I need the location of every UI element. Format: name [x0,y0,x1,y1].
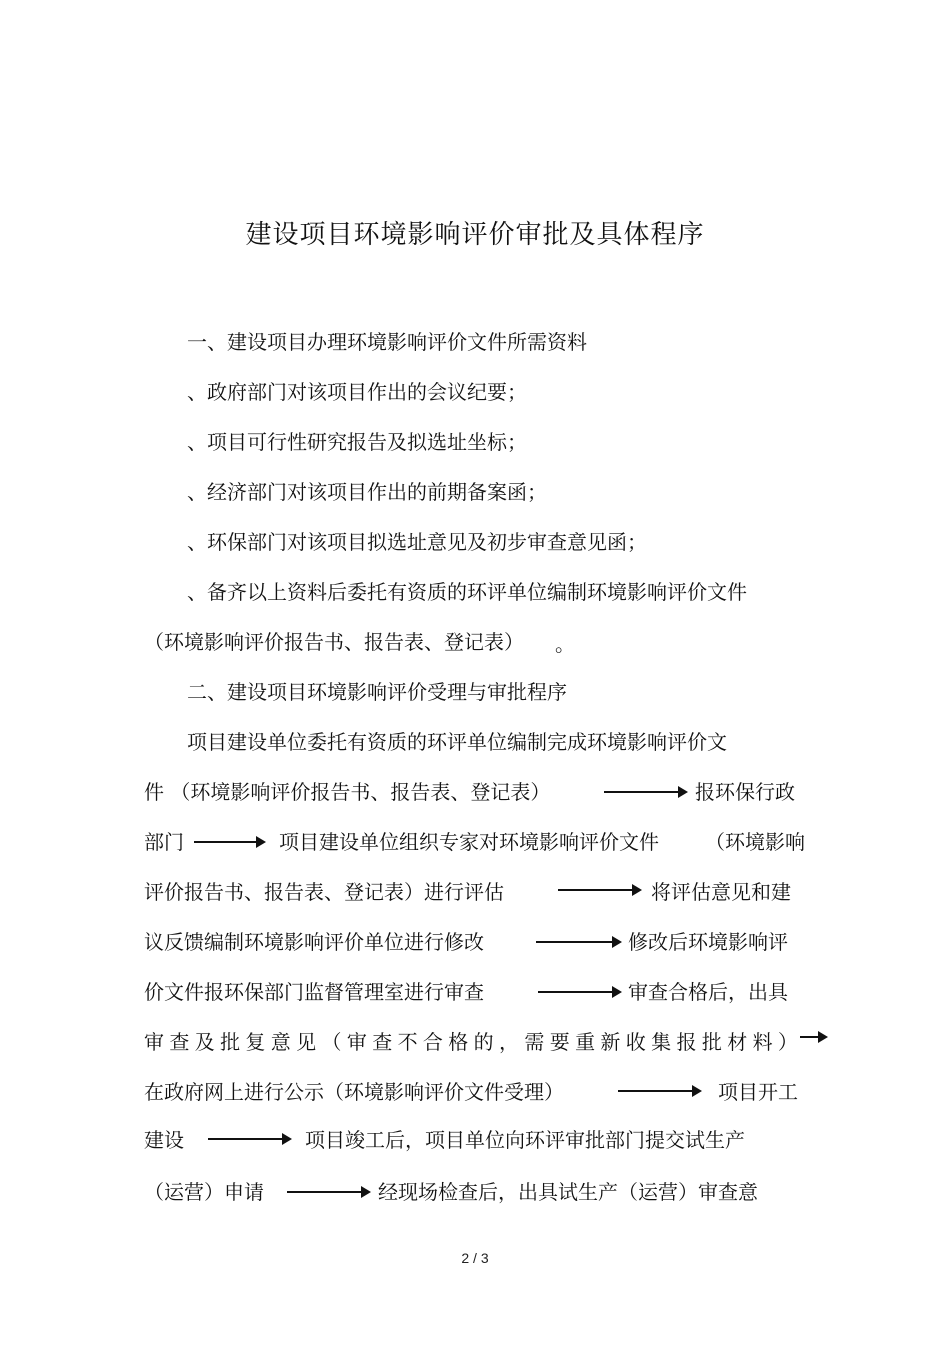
flow-arrow [194,841,264,843]
flow-text: 建设 [144,1128,184,1152]
flow-text: 部门 [144,830,184,854]
flow-arrow [558,889,640,891]
list-item: 、经济部门对该项目作出的前期备案函； [187,480,547,504]
flow-text: 将评估意见和建 [651,880,791,904]
flow-text: 报环保行政 [695,780,795,804]
flow-text: 经现场检查后，出具试生产（运营）审查意 [378,1180,758,1204]
flow-text: 审查合格后，出具 [628,980,788,1004]
flow-arrow [618,1090,700,1092]
flow-arrow [604,791,686,793]
flow-text: 修改后环境影响评 [628,930,788,954]
flow-arrow [536,941,620,943]
flow-text: 议反馈编制环境影响评价单位进行修改 [144,930,484,954]
flow-text: 价文件报环保部门监督管理室进行审查 [144,980,484,1004]
list-item-continuation: （环境影响评价报告书、报告表、登记表） [144,630,524,654]
list-item: 、环保部门对该项目拟选址意见及初步审查意见函； [187,530,647,554]
flow-text: 项目建设单位组织专家对环境影响评价文件 [279,830,659,854]
section2-heading: 二、建设项目环境影响评价受理与审批程序 [187,680,567,704]
flow-arrow [800,1036,826,1038]
list-item: 、备齐以上资料后委托有资质的环评单位编制环境影响评价文件 [187,580,747,604]
list-item: 、政府部门对该项目作出的会议纪要； [187,380,527,404]
section1-heading: 一、建设项目办理环境影响评价文件所需资料 [187,330,587,354]
flow-arrow [208,1138,290,1140]
flow-text: （运营）申请 [144,1180,264,1204]
flow-text: 件 （环境影响评价报告书、报告表、登记表） [144,780,551,804]
list-item: 、项目可行性研究报告及拟选址坐标； [187,430,527,454]
flow-text: （环境影响 [705,830,805,854]
flow-arrow [287,1191,369,1193]
page-number: 2 / 3 [461,1250,489,1266]
period-mark: 。 [555,632,575,656]
flow-text: 项目建设单位委托有资质的环评单位编制完成环境影响评价文 [187,730,727,754]
document-title: 建设项目环境影响评价审批及具体程序 [245,220,705,250]
flow-text: 在政府网上进行公示（环境影响评价文件受理） [144,1080,564,1104]
flow-text: 项目竣工后，项目单位向环评审批部门提交试生产 [305,1128,745,1152]
flow-text: 评价报告书、报告表、登记表）进行评估 [144,880,504,904]
flow-arrow [538,991,620,993]
flow-text: 项目开工 [718,1080,798,1104]
flow-text: 审 查 及 批 复 意 见 （ 审 查 不 合 格 的 ， 需 要 重 新 收 集 报 批 材 料 ） [144,1030,798,1054]
